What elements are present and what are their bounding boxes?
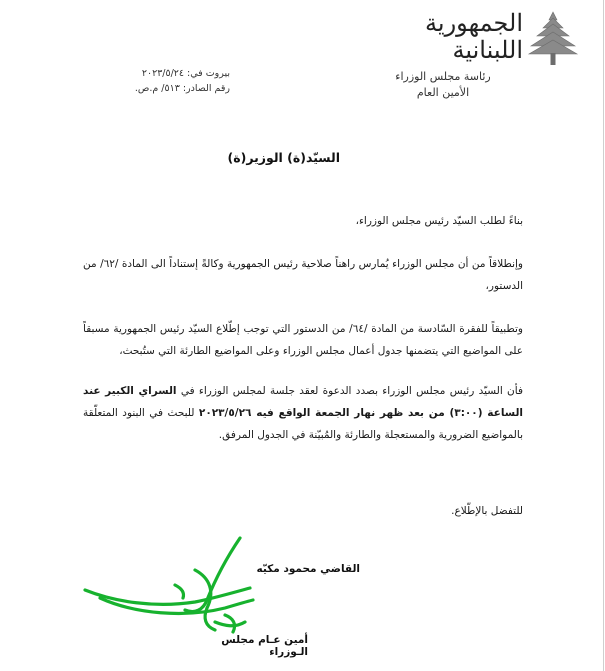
republic-title: الجمهورية اللبنانية bbox=[425, 9, 523, 64]
session-call-bold: السراي الكبير عند الساعة (٣:٠٠) من بعد ظهر نهار الجمعة الواقع فيه ٢٠٢٣/٥/٢٦ bbox=[83, 385, 523, 419]
paragraph-request: بناءً لطلب السيّد رئيس مجلس الوزراء، bbox=[355, 215, 523, 227]
signer-name: القاضي محمود مكيّه bbox=[256, 563, 360, 575]
cedar-emblem-icon bbox=[527, 10, 579, 68]
handwritten-signature bbox=[75, 530, 285, 645]
paragraph-constitution-62: وإنطلاقاً من أن مجلس الوزراء يُمارس راهناً صلاحية رئيس الجمهورية وكالةً إستناداً الى المادة /٦٢/ من الدستور، bbox=[83, 258, 523, 292]
paragraph-constitution-64: وتطبيقاً للفقرة السّادسة من المادة /٦٤/ من الدستور التي توجب إطّلاع السيّد رئيس الجمهورية مسبقاً على المواضيع التي يتضمنها جدول أعمال مجلس الوزراء وعلى المواضيع الطارئة التي ستُبحث، bbox=[83, 323, 523, 357]
signer-title: أمين عـام مجلس الـوزراء bbox=[221, 634, 308, 658]
closing-line: للتفضل بالإطّلاع. bbox=[451, 505, 523, 517]
session-call-text-c: للبحث في البنود المتعلّقة بالمواضيع الضرورية والمستعجلة والطارئة والمُبيّنة في الجدول المرفق. bbox=[83, 407, 523, 441]
addressee: السيّد(ة) الوزير(ة) bbox=[227, 150, 340, 165]
presidency-label: رئاسة مجلس الوزراء bbox=[395, 70, 491, 83]
paragraph-session-call bbox=[83, 380, 523, 446]
session-call-text-a: فأن السيّد رئيس مجلس الوزراء بصدد الدعوة لعقد جلسة لمجلس الوزراء في bbox=[176, 385, 523, 397]
reference-number: رقم الصادر: ٥١٣/ م.ص. bbox=[134, 83, 230, 94]
secretary-general-label: الأمين العام bbox=[416, 86, 470, 99]
date-line: بيروت في: ٢٠٢٣/٥/٢٤ bbox=[141, 68, 230, 79]
